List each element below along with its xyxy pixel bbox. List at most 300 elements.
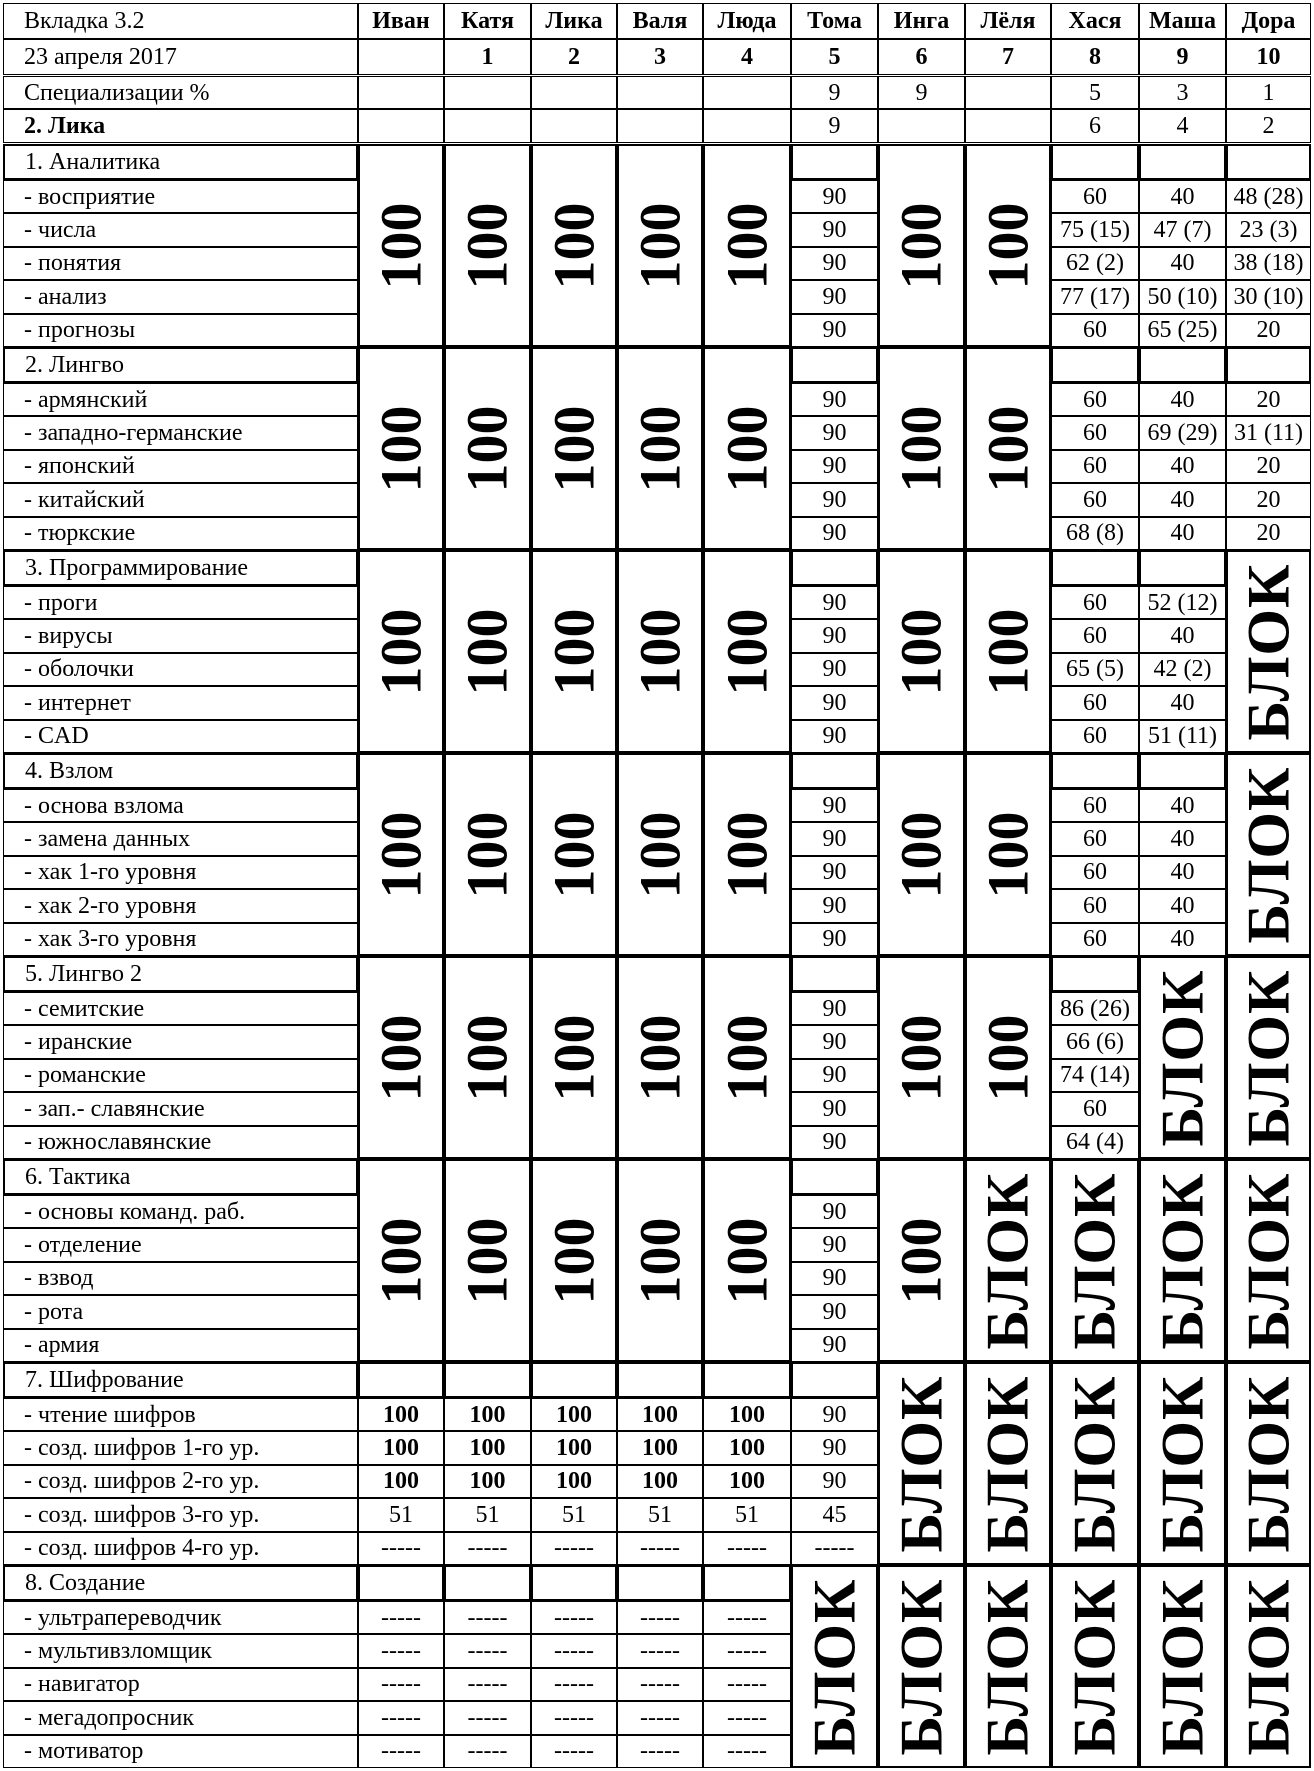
score-cell: -----	[358, 1735, 444, 1768]
column-name: Люда	[703, 3, 791, 39]
score-cell: -----	[444, 1634, 531, 1667]
section-title: 4. Взлом	[3, 753, 358, 789]
section-title: 3. Программирование	[3, 550, 358, 586]
score-cell: 90	[791, 1295, 878, 1328]
lika-value: 6	[1051, 109, 1139, 142]
block-cell	[1226, 550, 1311, 753]
score-cell: 90	[791, 1126, 878, 1159]
score-cell: -----	[791, 1532, 878, 1565]
score-cell: -----	[703, 1601, 791, 1634]
spec-value: 9	[878, 76, 965, 109]
section-item: - понятия	[3, 247, 358, 280]
score-cell: 100	[703, 1431, 791, 1464]
lika-value: 9	[791, 109, 878, 142]
big-score-text: 100	[541, 202, 606, 289]
score-cell: 90	[791, 1465, 878, 1498]
score-cell: 100	[617, 1465, 703, 1498]
score-cell: 100	[444, 1398, 531, 1431]
big-score-text: 100	[888, 811, 954, 898]
score-cell: -----	[531, 1601, 617, 1634]
score-cell: -----	[703, 1735, 791, 1768]
lika-label: 2. Лика	[3, 109, 358, 142]
block-cell-text: БЛОК	[975, 1374, 1041, 1553]
score-cell: 23 (3)	[1226, 213, 1311, 246]
score-cell: 60	[1051, 483, 1139, 516]
section-header-blank	[358, 1362, 444, 1398]
score-cell: -----	[358, 1532, 444, 1565]
big-score	[444, 956, 531, 1159]
score-cell: 90	[791, 247, 878, 280]
score-cell: 20	[1226, 314, 1311, 347]
score-cell: -----	[358, 1701, 444, 1734]
score-cell: -----	[703, 1634, 791, 1667]
big-score	[358, 753, 444, 956]
score-cell: 68 (8)	[1051, 517, 1139, 550]
section-item: - рота	[3, 1295, 358, 1328]
big-score-text: 100	[541, 405, 606, 492]
score-cell: 90	[791, 517, 878, 550]
big-score-text: 100	[714, 202, 779, 289]
section-item: - проги	[3, 586, 358, 619]
score-cell: 86 (26)	[1051, 992, 1139, 1025]
score-cell: 90	[791, 789, 878, 822]
section-header-blank	[358, 1565, 444, 1601]
big-score	[965, 550, 1051, 753]
score-cell: 100	[531, 1431, 617, 1464]
score-cell: 60	[1051, 619, 1139, 652]
score-cell: 51	[703, 1498, 791, 1531]
lika-value	[878, 109, 965, 142]
score-cell: 90	[791, 450, 878, 483]
score-cell: 60	[1051, 686, 1139, 719]
score-cell: -----	[617, 1532, 703, 1565]
score-cell: -----	[703, 1532, 791, 1565]
lika-value	[444, 109, 531, 142]
section-header-blank	[1051, 144, 1139, 180]
score-cell: 100	[444, 1431, 531, 1464]
score-cell: 60	[1051, 720, 1139, 753]
score-cell: -----	[444, 1701, 531, 1734]
big-score-text: 100	[454, 811, 520, 898]
section-item: - анализ	[3, 280, 358, 313]
block-cell-text: БЛОК	[888, 1374, 955, 1553]
score-cell: 100	[703, 1465, 791, 1498]
score-cell: 90	[791, 856, 878, 889]
score-cell: 90	[791, 686, 878, 719]
big-score	[444, 753, 531, 956]
big-score	[531, 144, 617, 347]
score-cell: 40	[1139, 923, 1226, 956]
big-score	[358, 956, 444, 1159]
big-score	[617, 144, 703, 347]
score-cell: 66 (6)	[1051, 1025, 1139, 1058]
block-cell	[1051, 1565, 1139, 1768]
big-score-text: 100	[368, 811, 433, 898]
block-cell	[965, 1159, 1051, 1362]
big-score	[358, 347, 444, 550]
score-cell: 51	[531, 1498, 617, 1531]
big-score-text: 100	[888, 405, 954, 492]
score-cell: 100	[444, 1465, 531, 1498]
score-cell: 100	[703, 1398, 791, 1431]
column-name: Тома	[791, 3, 878, 39]
block-cell-text: БЛОК	[975, 1577, 1041, 1756]
big-score	[878, 956, 965, 1159]
section-header-blank	[617, 1565, 703, 1601]
score-cell: 90	[791, 1262, 878, 1295]
section-header-blank	[791, 144, 878, 180]
score-cell: 40	[1139, 619, 1226, 652]
block-cell-text: БЛОК	[1062, 1577, 1128, 1756]
section-item: - мегадопросник	[3, 1701, 358, 1734]
section-title: 5. Лингво 2	[3, 956, 358, 992]
big-score	[444, 347, 531, 550]
sheet-date: 23 апреля 2017	[3, 39, 358, 75]
score-cell: 90	[791, 1059, 878, 1092]
score-cell: 51	[358, 1498, 444, 1531]
column-number: 2	[531, 39, 617, 75]
score-cell: 65 (5)	[1051, 653, 1139, 686]
big-score-text: 100	[627, 1217, 692, 1304]
section-header-blank	[791, 956, 878, 992]
big-score	[531, 1159, 617, 1362]
block-cell	[965, 1565, 1051, 1768]
score-cell: 90	[791, 180, 878, 213]
score-cell: 90	[791, 314, 878, 347]
score-cell: 100	[358, 1431, 444, 1464]
score-cell: 90	[791, 213, 878, 246]
score-cell: 90	[791, 1092, 878, 1125]
section-item: - армянский	[3, 383, 358, 416]
score-cell: 77 (17)	[1051, 280, 1139, 313]
big-score	[617, 1159, 703, 1362]
score-cell: 51	[444, 1498, 531, 1531]
score-cell: 90	[791, 586, 878, 619]
big-score	[878, 753, 965, 956]
score-cell: 20	[1226, 450, 1311, 483]
score-cell: 90	[791, 416, 878, 449]
big-score-text: 100	[454, 405, 520, 492]
section-header-blank	[1051, 550, 1139, 586]
score-cell: 60	[1051, 889, 1139, 922]
block-cell	[1226, 1159, 1311, 1362]
section-title: 8. Создание	[3, 1565, 358, 1601]
spec-value: 9	[791, 76, 878, 109]
column-number: 6	[878, 39, 965, 75]
score-cell: 51 (11)	[1139, 720, 1226, 753]
score-cell: -----	[444, 1668, 531, 1701]
score-cell: 90	[791, 1228, 878, 1261]
big-score	[703, 1159, 791, 1362]
score-cell: 60	[1051, 450, 1139, 483]
column-number: 1	[444, 39, 531, 75]
score-cell: 100	[358, 1398, 444, 1431]
big-score-text: 100	[975, 202, 1040, 289]
big-score-text: 100	[714, 608, 779, 695]
section-title: 6. Тактика	[3, 1159, 358, 1195]
block-cell	[965, 1362, 1051, 1565]
block-cell	[878, 1565, 965, 1768]
column-number: 3	[617, 39, 703, 75]
section-item: - западно-германские	[3, 416, 358, 449]
score-cell: 51	[617, 1498, 703, 1531]
big-score	[358, 1159, 444, 1362]
big-score-text: 100	[714, 811, 779, 898]
score-cell: 40	[1139, 483, 1226, 516]
column-name: Лёля	[965, 3, 1051, 39]
section-item: - отделение	[3, 1228, 358, 1261]
section-item: - созд. шифров 4-го ур.	[3, 1532, 358, 1565]
spec-label: Специализации %	[3, 76, 358, 109]
big-score	[878, 144, 965, 347]
big-score	[965, 347, 1051, 550]
spec-value	[965, 76, 1051, 109]
block-cell	[878, 1362, 965, 1565]
section-header-blank	[791, 1362, 878, 1398]
block-cell-text: БЛОК	[1149, 968, 1216, 1147]
big-score-text: 100	[888, 608, 954, 695]
score-cell: 75 (15)	[1051, 213, 1139, 246]
spec-value	[444, 76, 531, 109]
section-item: - прогнозы	[3, 314, 358, 347]
column-name: Иван	[358, 3, 444, 39]
big-score-text: 100	[627, 811, 692, 898]
score-cell: 90	[791, 483, 878, 516]
block-cell-text: БЛОК	[1062, 1171, 1128, 1350]
section-title: 7. Шифрование	[3, 1362, 358, 1398]
block-cell-text: БЛОК	[1235, 1374, 1302, 1553]
section-item: - хак 2-го уровня	[3, 889, 358, 922]
section-item: - мотиватор	[3, 1735, 358, 1768]
section-item: - основы команд. раб.	[3, 1195, 358, 1228]
section-header-blank	[1139, 550, 1226, 586]
block-cell-text: БЛОК	[801, 1577, 868, 1756]
section-item: - CAD	[3, 720, 358, 753]
section-header-blank	[1226, 347, 1311, 383]
column-number: 9	[1139, 39, 1226, 75]
section-item: - оболочки	[3, 653, 358, 686]
big-score	[703, 956, 791, 1159]
score-cell: 90	[791, 619, 878, 652]
block-cell	[1051, 1362, 1139, 1565]
lika-value	[358, 109, 444, 142]
score-cell: 90	[791, 653, 878, 686]
score-cell: 40	[1139, 450, 1226, 483]
score-cell: 90	[791, 923, 878, 956]
big-score-text: 100	[454, 1217, 520, 1304]
score-cell: 20	[1226, 517, 1311, 550]
section-header-blank	[531, 1565, 617, 1601]
section-header-blank	[531, 1362, 617, 1398]
score-cell: 40	[1139, 517, 1226, 550]
score-cell: 30 (10)	[1226, 280, 1311, 313]
big-score-text: 100	[454, 202, 520, 289]
section-header-blank	[1051, 347, 1139, 383]
section-item: - числа	[3, 213, 358, 246]
big-score-text: 100	[975, 608, 1040, 695]
score-cell: 100	[617, 1398, 703, 1431]
score-cell: 60	[1051, 856, 1139, 889]
column-number: 10	[1226, 39, 1311, 75]
section-item: - ультрапереводчик	[3, 1601, 358, 1634]
score-cell: -----	[531, 1701, 617, 1734]
column-number: 5	[791, 39, 878, 75]
score-cell: 62 (2)	[1051, 247, 1139, 280]
block-cell-text: БЛОК	[888, 1577, 955, 1756]
score-cell: 45	[791, 1498, 878, 1531]
big-score-text: 100	[368, 608, 433, 695]
section-item: - армия	[3, 1329, 358, 1362]
big-score	[878, 550, 965, 753]
score-cell: 100	[531, 1398, 617, 1431]
score-cell: 90	[791, 1329, 878, 1362]
score-cell: 40	[1139, 686, 1226, 719]
section-header-blank	[444, 1565, 531, 1601]
block-cell	[791, 1565, 878, 1768]
score-cell: 47 (7)	[1139, 213, 1226, 246]
section-item: - романские	[3, 1059, 358, 1092]
score-cell: 60	[1051, 383, 1139, 416]
spec-value	[617, 76, 703, 109]
spec-value: 1	[1226, 76, 1311, 109]
big-score	[617, 550, 703, 753]
big-score	[965, 956, 1051, 1159]
score-cell: 60	[1051, 822, 1139, 855]
section-header-blank	[1051, 956, 1139, 992]
big-score	[703, 550, 791, 753]
big-score-text: 100	[541, 1014, 606, 1101]
section-item: - иранские	[3, 1025, 358, 1058]
section-item: - интернет	[3, 686, 358, 719]
score-cell: 65 (25)	[1139, 314, 1226, 347]
section-item: - зап.- славянские	[3, 1092, 358, 1125]
lika-value	[703, 109, 791, 142]
big-score-text: 100	[888, 1217, 954, 1304]
column-number: 8	[1051, 39, 1139, 75]
score-cell: 48 (28)	[1226, 180, 1311, 213]
big-score-text: 100	[714, 1217, 779, 1304]
score-cell: -----	[444, 1735, 531, 1768]
big-score-text: 100	[541, 1217, 606, 1304]
score-cell: 31 (11)	[1226, 416, 1311, 449]
section-header-blank	[1051, 753, 1139, 789]
block-cell	[1226, 956, 1311, 1159]
score-cell: 90	[791, 280, 878, 313]
big-score	[444, 144, 531, 347]
big-score-text: 100	[714, 1014, 779, 1101]
block-cell-text: БЛОК	[1235, 1171, 1302, 1350]
score-cell: 20	[1226, 483, 1311, 516]
section-header-blank	[791, 1159, 878, 1195]
score-cell: -----	[617, 1668, 703, 1701]
score-cell: -----	[703, 1701, 791, 1734]
score-cell: 100	[358, 1465, 444, 1498]
score-cell: 50 (10)	[1139, 280, 1226, 313]
score-cell: 60	[1051, 416, 1139, 449]
big-score-text: 100	[888, 202, 954, 289]
big-score-text: 100	[714, 405, 779, 492]
score-cell: 60	[1051, 314, 1139, 347]
big-score-text: 100	[454, 608, 520, 695]
score-cell: 90	[791, 822, 878, 855]
big-score	[617, 347, 703, 550]
section-header-blank	[703, 1565, 791, 1601]
score-cell: 90	[791, 1195, 878, 1228]
score-cell: -----	[617, 1634, 703, 1667]
big-score-text: 100	[975, 1014, 1040, 1101]
score-cell: 90	[791, 1398, 878, 1431]
section-item: - мультивзломщик	[3, 1634, 358, 1667]
big-score-text: 100	[368, 1217, 433, 1304]
score-cell: 40	[1139, 180, 1226, 213]
section-item: - японский	[3, 450, 358, 483]
big-score	[531, 753, 617, 956]
score-cell: -----	[444, 1532, 531, 1565]
score-cell: -----	[617, 1601, 703, 1634]
section-item: - южнославянские	[3, 1126, 358, 1159]
big-score	[878, 347, 965, 550]
section-item: - замена данных	[3, 822, 358, 855]
score-cell: 40	[1139, 856, 1226, 889]
big-score-text: 100	[454, 1014, 520, 1101]
section-header-blank	[444, 1362, 531, 1398]
spec-value	[358, 76, 444, 109]
section-item: - созд. шифров 2-го ур.	[3, 1465, 358, 1498]
spec-value	[531, 76, 617, 109]
big-score-text: 100	[627, 1014, 692, 1101]
block-cell-text: БЛОК	[1149, 1171, 1216, 1350]
score-cell: -----	[531, 1634, 617, 1667]
block-cell	[1226, 1362, 1311, 1565]
section-header-blank	[1226, 144, 1311, 180]
score-cell: 40	[1139, 383, 1226, 416]
big-score	[531, 956, 617, 1159]
lika-value	[617, 109, 703, 142]
section-item: - навигатор	[3, 1668, 358, 1701]
lika-value: 2	[1226, 109, 1311, 142]
big-score	[965, 144, 1051, 347]
score-cell: 38 (18)	[1226, 247, 1311, 280]
score-cell: 40	[1139, 247, 1226, 280]
big-score-text: 100	[541, 608, 606, 695]
section-item: - основа взлома	[3, 789, 358, 822]
column-name: Инга	[878, 3, 965, 39]
section-header-blank	[791, 753, 878, 789]
column-name: Лика	[531, 3, 617, 39]
big-score	[617, 956, 703, 1159]
big-score-text: 100	[368, 405, 433, 492]
big-score-text: 100	[627, 405, 692, 492]
section-title: 2. Лингво	[3, 347, 358, 383]
big-score	[703, 347, 791, 550]
big-score	[617, 753, 703, 956]
big-score	[531, 550, 617, 753]
lika-value: 4	[1139, 109, 1226, 142]
score-cell: 100	[617, 1431, 703, 1464]
section-title: 1. Аналитика	[3, 144, 358, 180]
block-cell	[1226, 1565, 1311, 1768]
sheet-title: Вкладка 3.2	[3, 3, 358, 39]
section-header-blank	[791, 347, 878, 383]
score-cell: 60	[1051, 923, 1139, 956]
block-cell-text: БЛОК	[1062, 1374, 1128, 1553]
big-score	[531, 347, 617, 550]
block-cell-text: БЛОК	[1149, 1374, 1216, 1553]
score-cell: -----	[703, 1668, 791, 1701]
score-cell: 90	[791, 992, 878, 1025]
score-cell: -----	[444, 1601, 531, 1634]
score-cell: 40	[1139, 889, 1226, 922]
